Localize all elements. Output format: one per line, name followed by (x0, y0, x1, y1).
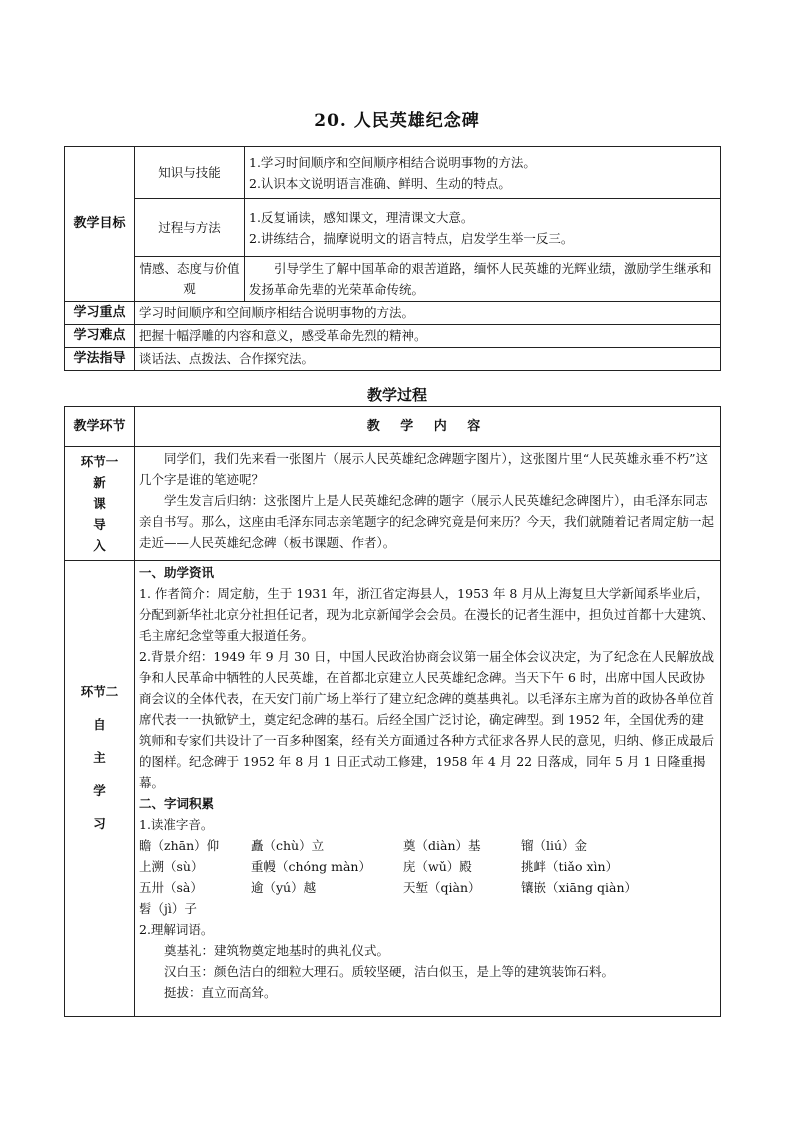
step-label-line: 新 (93, 475, 106, 490)
step-label-line: 主 (93, 750, 106, 765)
objective-line: 1.学习时间顺序和空间顺序相结合说明事物的方法。 (249, 154, 536, 170)
word-item: 重幔（chóng màn） (251, 859, 371, 874)
read-label: 1.读准字音。 (139, 817, 214, 832)
word-definition: 汉白玉：颜色洁白的细粒大理石。质较坚硬，洁白似玉，是上等的建筑装饰石料。 (164, 964, 615, 979)
word-item: 庑（wǔ）殿 (403, 859, 472, 874)
objective-line: 引导学生了解中国革命的艰苦道路，缅怀人民英雄的光辉业绩，激励学生继承和发扬革命先辈的光荣革命传统。 (249, 261, 712, 297)
paragraph: 同学们，我们先来看一张图片（展示人民英雄纪念碑题字图片），这张图片里“人民英雄永垂不朽”这几个字是谁的笔迹呢？ (139, 451, 709, 487)
objectives-table (64, 146, 721, 371)
process-title: 教学过程 (366, 386, 427, 404)
key-points-text: 学习时间顺序和空间顺序相结合说明事物的方法。 (135, 302, 721, 325)
step-label-line: 环节一 (80, 454, 119, 469)
objective-name: 情感、态度与价值观 (135, 257, 245, 302)
word-item: 瞻（zhān）仰 (139, 838, 220, 853)
objective-line: 2.讲练结合，揣摩说明文的语言特点，启发学生举一反三。 (249, 230, 574, 246)
word-item: 镶嵌（xiāng qiàn） (521, 880, 638, 895)
step1-content (135, 447, 721, 561)
step-label-line: 自 (93, 717, 106, 732)
word-item: 矗（chù）立 (251, 838, 325, 853)
objective-name: 知识与技能 (135, 147, 245, 199)
word-definition: 挺拔：直立而高耸。 (164, 985, 277, 1000)
section-heading: 一、助学资讯 (139, 565, 215, 580)
key-points-label: 学习重点 (65, 302, 135, 325)
background-intro: 2.背景介绍：1949 年 9 月 30 日，中国人民政治协商会议第一届全体会议决定，为了纪念在人民解放战争和人民革命中牺牲的人民英雄，在首都北京建立人民英雄纪念碑。当天下午 6 时，出席中国人民政协商会议的全体代表，在天安门前广场上举行了建立纪念碑的奠基典礼。以毛泽东主席为首的政协各单位首席代表一一执锨铲土，奠定纪念碑的基石。后经全国广泛讨论，确定碑型。到 1952 年，全国优秀的建筑师和专家们共设计了一百多种图案，经有关方面通过各种方式征求各界人民的意见，归纳、修正成最后的图样。纪念碑于 1952 年 8 月 1 日正式动工修建，1958 年 4 月 22 日落成，同年 5 月 1 日隆重揭幕。 (139, 649, 715, 790)
word-item: 奠（diàn）基 (403, 838, 481, 853)
process-header-step: 教学环节 (65, 407, 135, 447)
word-item: 上溯（sù） (139, 859, 204, 874)
word-item: 挑衅（tiǎo xìn） (521, 859, 619, 874)
step-label-line: 导 (93, 517, 106, 532)
section-heading: 二、字词积累 (139, 796, 215, 811)
step-label-line: 习 (93, 816, 106, 831)
step-label-line: 入 (93, 538, 106, 553)
step1-label (65, 447, 135, 561)
step-label-line: 环节二 (80, 684, 119, 699)
objectives-label: 教学目标 (65, 147, 135, 302)
objective-content (245, 147, 721, 199)
process-header-content: 教 学 内 容 (135, 407, 721, 447)
step2-content (135, 561, 721, 1017)
objective-content (245, 199, 721, 257)
word-item: 镏（liú）金 (521, 838, 588, 853)
method-text: 谈话法、点拨法、合作探究法。 (135, 348, 721, 371)
word-item: 髫（jì）子 (139, 901, 197, 916)
step-label-line: 学 (93, 783, 106, 798)
author-intro: 1. 作者简介：周定舫，生于 1931 年，浙江省定海县人，1953 年 8 月从上海复旦大学新闻系毕业后，分配到新华社北京分社担任记者，现为北京新闻学会会员。在漫长的记者生涯中，担负过首都十大建筑、毛主席纪念堂等重大报道任务。 (139, 586, 715, 643)
method-label: 学法指导 (65, 348, 135, 371)
word-list (139, 835, 716, 919)
difficulty-text: 把握十幅浮雕的内容和意义，感受革命先烈的精神。 (135, 325, 721, 348)
page-title: 20. 人民英雄纪念碑 (314, 111, 480, 131)
step-label-line: 课 (93, 496, 106, 511)
difficulty-label: 学习难点 (65, 325, 135, 348)
paragraph: 学生发言后归纳：这张图片上是人民英雄纪念碑的题字（展示人民英雄纪念碑图片），由毛泽东同志亲自书写。那么，这座由毛泽东同志亲笔题字的纪念碑究竟是何来历？今天，我们就随着记者周定舫一起走近——人民英雄纪念碑（板书课题、作者）。 (139, 493, 715, 550)
objective-name: 过程与方法 (135, 199, 245, 257)
step2-label (65, 561, 135, 1017)
objective-line: 2.认识本文说明语言准确、鲜明、生动的特点。 (249, 175, 511, 191)
word-definition: 奠基礼：建筑物奠定地基时的典礼仪式。 (164, 943, 390, 958)
understand-label: 2.理解词语。 (139, 922, 214, 937)
process-table (64, 406, 721, 1017)
objective-line: 1.反复诵读，感知课文，理清课文大意。 (249, 209, 474, 225)
word-item: 五卅（sà） (139, 880, 203, 895)
word-item: 逾（yú）越 (251, 880, 317, 895)
objective-content (245, 257, 721, 302)
word-item: 天堑（qiàn） (403, 880, 481, 895)
